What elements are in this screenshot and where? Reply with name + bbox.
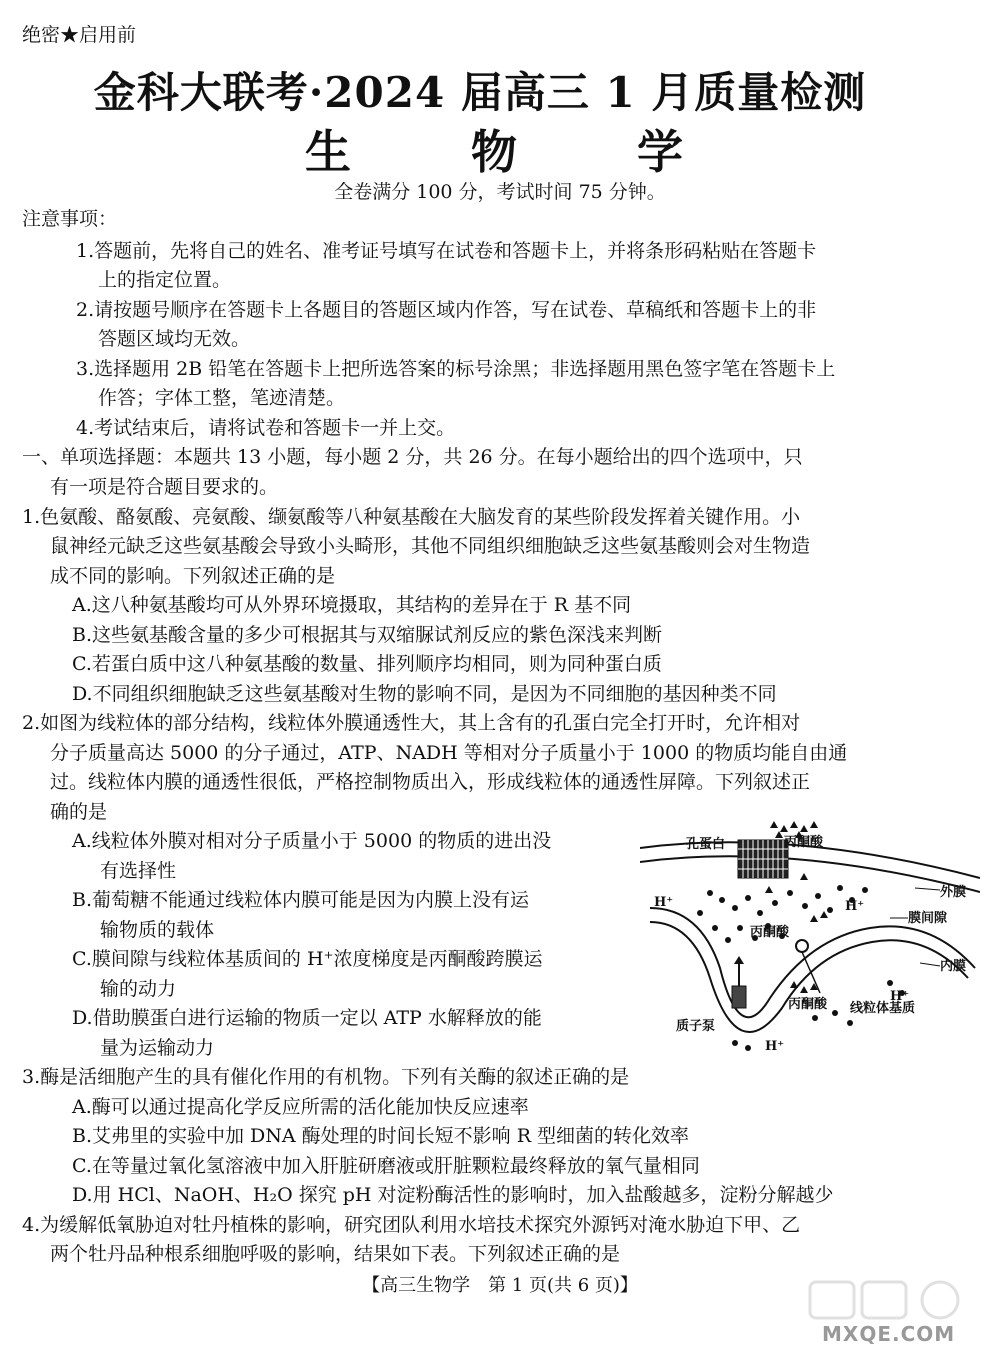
- label-pyruvate-mid: 丙酮酸: [750, 925, 790, 940]
- label-proton-pump: 质子泵: [676, 1019, 716, 1034]
- label-inner-membrane: 内膜: [940, 959, 967, 974]
- question-2-option-b-cont: 输物质的载体: [100, 919, 215, 941]
- transporter-circle: [796, 940, 808, 952]
- label-h-plus: H⁺: [654, 895, 674, 910]
- question-2-option-d-cont: 量为运输动力: [100, 1037, 215, 1059]
- question-1-stem: 鼠神经元缺乏这些氨基酸会导致小头畸形，其他不同组织细胞缺乏这些氨基酸则会对生物造: [50, 535, 811, 557]
- question-2-option-d: D.借助膜蛋白进行运输的物质一定以 ATP 水解释放的能: [72, 1007, 542, 1029]
- question-2-stem: 2.如图为线粒体的部分结构，线粒体外膜通透性大，其上含有的孔蛋白完全打开时，允许相对: [22, 712, 801, 734]
- confidential-label: 绝密★启用前: [22, 24, 137, 46]
- label-pyruvate-low: 丙酮酸: [788, 997, 828, 1012]
- question-2-option-c-cont: 输的动力: [100, 978, 177, 1000]
- outer-membrane-line: [640, 856, 980, 892]
- transport-arrow: [802, 952, 820, 993]
- question-2-option-c: C.膜间隙与线粒体基质间的 H⁺浓度梯度是丙酮酸跨膜运: [72, 948, 543, 970]
- note-line: 作答；字体工整，笔迹清楚。: [98, 387, 346, 409]
- pump-arrow-head: [734, 956, 744, 964]
- question-2-stem: 分子质量高达 5000 的分子通过，ATP、NADH 等相对分子质量小于 1000 的物质均能自由通: [50, 742, 848, 764]
- outer-membrane-pointer: [915, 888, 940, 890]
- note-line: 4.考试结束后，请将试卷和答题卡一并上交。: [76, 417, 456, 439]
- notes-heading: 注意事项：: [22, 208, 118, 230]
- question-2-option-b: B.葡萄糖不能通过线粒体内膜可能是因为内膜上没有运: [72, 889, 530, 911]
- label-outer-membrane: 外膜: [940, 885, 967, 900]
- label-h-plus: H⁺: [765, 1039, 785, 1054]
- inner-membrane-pointer: [920, 963, 940, 966]
- question-3-stem: 3.酶是活细胞产生的具有催化作用的有机物。下列有关酶的叙述正确的是: [22, 1066, 630, 1088]
- label-h-plus: H⁺: [890, 989, 910, 1004]
- inner-membrane-line: [650, 922, 968, 1032]
- molecule-dots: [697, 885, 905, 1051]
- label-intermembrane-space: 膜间隙: [908, 911, 948, 926]
- proton-pump-shape: [732, 986, 746, 1008]
- porin-protein: [738, 840, 788, 878]
- label-matrix: 线粒体基质: [850, 1001, 916, 1016]
- subject-title: 生 物 学: [304, 125, 736, 179]
- question-2-option-a-cont: 有选择性: [100, 860, 177, 882]
- mitochondria-diagram: [640, 818, 980, 1058]
- question-3-option-b: B.艾弗里的实验中加 DNA 酶处理的时间长短不影响 R 型细菌的转化效率: [72, 1125, 690, 1147]
- exam-info: 全卷满分 100 分，考试时间 75 分钟。: [334, 181, 666, 203]
- question-2-option-a: A.线粒体外膜对相对分子质量小于 5000 的物质的进出没: [72, 830, 552, 852]
- question-1-option-a: A.这八种氨基酸均可从外界环境摄取，其结构的差异在于 R 基不同: [72, 594, 632, 616]
- question-1-option-b: B.这些氨基酸含量的多少可根据其与双缩脲试剂反应的紫色深浅来判断: [72, 624, 663, 646]
- question-1-option-d: D.不同组织细胞缺乏这些氨基酸对生物的影响不同，是因为不同细胞的基因种类不同: [72, 683, 777, 705]
- page-footer: 【高三生物学 第 1 页(共 6 页)】: [362, 1275, 638, 1296]
- note-line: 答题区域均无效。: [98, 328, 251, 350]
- question-3-option-a: A.酶可以通过提高化学反应所需的活化能加快反应速率: [72, 1096, 529, 1118]
- question-3-option-d: D.用 HCl、NaOH、H₂O 探究 pH 对淀粉酶活性的影响时，加入盐酸越多，淀粉分解越少: [72, 1184, 834, 1206]
- watermark-text: MXQE.COM: [822, 1322, 956, 1346]
- section-heading-cont: 有一项是符合题目要求的。: [50, 476, 279, 498]
- exam-title: 金科大联考·2024 届高三 1 月质量检测: [93, 68, 867, 117]
- question-2-stem: 过。线粒体内膜的通透性很低，严格控制物质出入，形成线粒体的通透性屏障。下列叙述正: [50, 771, 811, 793]
- note-line: 3.选择题用 2B 铅笔在答题卡上把所选答案的标号涂黑；非选择题用黑色签字笔在答题卡上: [76, 358, 836, 380]
- question-4-stem: 两个牡丹品种根系细胞呼吸的影响，结果如下表。下列叙述正确的是: [50, 1243, 621, 1265]
- question-2-stem: 确的是: [50, 801, 108, 823]
- section-heading: 一、单项选择题：本题共 13 小题，每小题 2 分，共 26 分。在每小题给出的四个选项中，只: [22, 446, 803, 468]
- question-1-option-c: C.若蛋白质中这八种氨基酸的数量、排列顺序均相同，则为同种蛋白质: [72, 653, 662, 675]
- label-pyruvate-top: 丙酮酸: [784, 835, 824, 850]
- question-3-option-c: C.在等量过氧化氢溶液中加入肝脏研磨液或肝脏颗粒最终释放的氧气量相同: [72, 1155, 700, 1177]
- note-line: 2.请按题号顺序在答题卡上各题目的答题区域内作答，写在试卷、草稿纸和答题卡上的非: [76, 299, 817, 321]
- question-1-stem: 成不同的影响。下列叙述正确的是: [50, 565, 336, 587]
- label-h-plus: H⁺: [845, 899, 865, 914]
- question-4-stem: 4.为缓解低氧胁迫对牡丹植株的影响，研究团队利用水培技术探究外源钙对淹水胁迫下甲、乙: [22, 1214, 801, 1236]
- label-porin: 孔蛋白: [686, 837, 726, 852]
- note-line: 上的指定位置。: [98, 269, 232, 291]
- question-1-stem: 1.色氨酸、酪氨酸、亮氨酸、缬氨酸等八种氨基酸在大脑发育的某些阶段发挥着关键作用。小: [22, 506, 801, 528]
- note-line: 1.答题前，先将自己的姓名、准考证号填写在试卷和答题卡上，并将条形码粘贴在答题卡: [76, 240, 817, 262]
